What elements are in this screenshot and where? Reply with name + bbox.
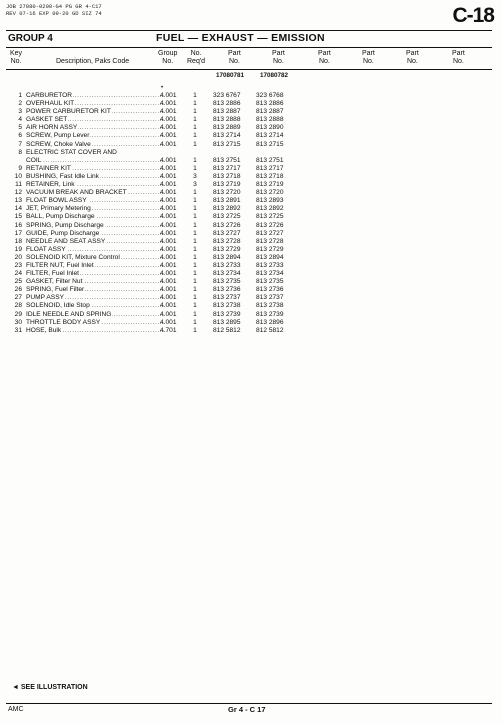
group-no: 4.001 [160, 261, 177, 269]
part-no: 813 2736 [256, 286, 284, 294]
part-no: 813 2715 [256, 140, 284, 148]
header-part-no: Part No. [228, 50, 241, 65]
key-no: 2 [18, 100, 22, 108]
part-no: 813 2736 [213, 286, 241, 294]
key-no: 29 [14, 310, 22, 318]
qty-reqd: 1 [193, 116, 197, 124]
parts-row [8, 124, 338, 132]
description: RETAINER, Link ..... [26, 181, 164, 189]
qty-reqd: 1 [193, 221, 197, 229]
key-no: 1 [18, 92, 22, 99]
parts-row [8, 149, 338, 157]
group-no: 4.001 [160, 108, 177, 116]
group-no: 4.001 [160, 116, 177, 124]
parts-row [8, 302, 338, 310]
key-no: 31 [14, 326, 22, 334]
parts-row [8, 294, 338, 302]
description: BUSHING, Fast Idle Link ..... [26, 173, 164, 181]
part-no: 813 2887 [213, 108, 241, 116]
part-no: 813 2725 [213, 213, 241, 221]
part-no: 813 2714 [213, 132, 241, 140]
part-no: 813 2719 [256, 181, 284, 189]
description: FILTER, Fuel Inlet ..... [26, 270, 164, 278]
header-part-no: Part No. [272, 50, 285, 65]
part-no: 813 2733 [213, 261, 241, 269]
header-key: Key No. [10, 50, 23, 65]
qty-reqd: 1 [193, 205, 197, 213]
part-no: 813 2894 [256, 253, 284, 261]
group-no: 4.001 [160, 124, 177, 132]
description: CARBURETOR ..... [26, 92, 164, 100]
qty-reqd: 1 [193, 245, 197, 253]
qty-reqd: 1 [193, 294, 197, 302]
description: FLOAT BOWL ASSY ..... [26, 197, 164, 205]
key-no: 9 [18, 164, 22, 172]
part-no: 813 2729 [256, 245, 284, 253]
qty-reqd: 1 [193, 270, 197, 278]
part-no: 813 2890 [256, 124, 284, 132]
qty-reqd: 1 [193, 108, 197, 116]
group-no: 4.001 [160, 302, 177, 310]
description: SPRING, Pump Discharge ..... [26, 222, 164, 230]
part-no: 813 2735 [213, 278, 241, 286]
key-no: 27 [14, 294, 22, 302]
header-no-reqd: No. Req'd [187, 50, 206, 65]
part-no: 813 2727 [256, 229, 284, 237]
description: FLOAT ASSY ..... [26, 246, 164, 254]
part-no: 813 2888 [213, 116, 241, 124]
group-no: 4.001 [160, 100, 177, 108]
part-no: 813 2738 [213, 302, 241, 310]
group-no: 4.701 [160, 326, 177, 334]
qty-reqd: 1 [193, 197, 197, 205]
qty-reqd: 1 [193, 140, 197, 148]
description: SPRING, Fuel Filter ..... [26, 286, 164, 294]
page-code: C-18 [452, 4, 494, 27]
qty-reqd: 1 [193, 278, 197, 286]
qty-reqd: 1 [193, 100, 197, 108]
bullet-mark: • [161, 85, 164, 91]
group-no: 4.001 [160, 286, 177, 294]
group-no: 4.001 [160, 197, 177, 205]
group-no: 4.001 [160, 205, 177, 213]
parts-row [8, 246, 338, 254]
description: ELECTRIC STAT COVER AND [26, 148, 117, 156]
footer-rule [6, 703, 492, 704]
parts-row [8, 205, 338, 213]
parts-row [8, 270, 338, 278]
description: PUMP ASSY ..... [26, 294, 164, 302]
description: SOLENOID KIT, Mixture Control ..... [26, 254, 164, 262]
qty-reqd: 1 [193, 326, 197, 334]
description: SCREW, Pump Lever ..... [26, 132, 164, 140]
key-no: 3 [18, 108, 22, 116]
part-no: 813 2726 [256, 221, 284, 229]
group-no: 4.001 [160, 132, 177, 140]
part-no: 813 2735 [256, 278, 284, 286]
group-no: 4.001 [160, 270, 177, 278]
description: IDLE NEEDLE AND SPRING ..... [26, 311, 164, 319]
qty-reqd: 1 [193, 286, 197, 294]
part-no: 813 2887 [256, 108, 284, 116]
group-no: 4.001 [160, 229, 177, 237]
qty-reqd: 1 [193, 132, 197, 140]
description: AIR HORN ASSY ..... [26, 124, 164, 132]
parts-row [8, 197, 338, 205]
group-no: 4.001 [160, 181, 177, 189]
qty-reqd: 1 [193, 318, 197, 326]
key-no: 6 [18, 132, 22, 140]
see-illustration-note: ◄ SEE ILLUSTRATION [12, 684, 88, 691]
parts-row [8, 189, 338, 197]
key-no: 30 [14, 318, 22, 326]
parts-row [8, 108, 338, 116]
key-no: 5 [18, 124, 22, 132]
group-no: 4.001 [160, 294, 177, 302]
model-number: 17080782 [260, 72, 289, 79]
part-no: 813 2727 [213, 229, 241, 237]
part-no: 813 2739 [213, 310, 241, 318]
part-no: 813 2717 [213, 164, 241, 172]
part-no: 813 2751 [213, 156, 241, 164]
group-no: 4.001 [160, 310, 177, 318]
parts-row [8, 286, 338, 294]
description: BALL, Pump Discharge ..... [26, 213, 164, 221]
qty-reqd: 1 [193, 310, 197, 318]
description: POWER CARBURETOR KIT ..... [26, 108, 164, 116]
description: HOSE, Bulk ..... [26, 327, 164, 335]
group-no: 4.001 [160, 164, 177, 172]
part-no: 813 2734 [213, 270, 241, 278]
parts-row [8, 213, 338, 221]
parts-row [8, 165, 338, 173]
part-no: 813 2726 [213, 221, 241, 229]
part-no: 813 2886 [256, 100, 284, 108]
parts-row [8, 173, 338, 181]
key-no: 10 [14, 172, 22, 180]
part-no: 813 2719 [213, 181, 241, 189]
part-no: 813 2720 [256, 189, 284, 197]
section-title: FUEL — EXHAUST — EMISSION [156, 32, 325, 44]
parts-row [8, 238, 338, 246]
key-no: 25 [14, 278, 22, 286]
parts-row [8, 100, 338, 108]
description: GASKET, Filter Nut ..... [26, 278, 164, 286]
key-no: 12 [14, 189, 22, 197]
key-no: 11 [15, 181, 22, 189]
part-no: 813 2729 [213, 245, 241, 253]
part-no: 813 2717 [256, 164, 284, 172]
parts-row [8, 262, 338, 270]
description: NEEDLE AND SEAT ASSY ..... [26, 238, 164, 246]
qty-reqd: 1 [193, 156, 197, 164]
key-no: 15 [14, 213, 22, 221]
parts-row [8, 230, 338, 238]
job-code-block [6, 3, 102, 17]
part-no: 813 2728 [213, 237, 241, 245]
qty-reqd: 1 [193, 261, 197, 269]
header-part-no: Part No. [318, 50, 331, 65]
part-no: 813 2738 [256, 302, 284, 310]
part-no: 813 2889 [213, 124, 241, 132]
part-no: 813 2720 [213, 189, 241, 197]
part-no: 813 2896 [256, 318, 284, 326]
key-no: 4 [18, 116, 22, 124]
parts-row [8, 327, 338, 335]
qty-reqd: 3 [193, 181, 197, 189]
title-bar [6, 30, 492, 48]
group-no: 4.001 [160, 92, 177, 99]
key-no: 23 [14, 261, 22, 269]
key-no: 13 [14, 197, 22, 205]
job-line: REV 07-16 EXP 09-20 GD SIZ 74 [6, 10, 102, 17]
header-part-no: Part No. [452, 50, 465, 65]
part-no: 813 2895 [213, 318, 241, 326]
part-no: 813 2718 [213, 172, 241, 180]
group-no: 4.001 [160, 213, 177, 221]
parts-row [8, 319, 338, 327]
parts-row [8, 132, 338, 140]
key-no: 16 [14, 221, 22, 229]
part-no: 812 5812 [256, 326, 284, 334]
part-no: 813 2751 [256, 156, 284, 164]
part-no: 813 2892 [213, 205, 241, 213]
part-no: 813 2734 [256, 270, 284, 278]
part-no: 813 2737 [213, 294, 241, 302]
header-part-no: Part No. [362, 50, 375, 65]
parts-row [8, 116, 338, 124]
qty-reqd: 1 [193, 213, 197, 221]
description: VACUUM BREAK AND BRACKET ..... [26, 189, 164, 197]
part-no: 813 2894 [213, 253, 241, 261]
footer-page-ref: Gr 4 - C 17 [228, 705, 266, 714]
group-no: 4.001 [160, 156, 177, 164]
group-no: 4.001 [160, 237, 177, 245]
description: GUIDE, Pump Discharge ..... [26, 230, 164, 238]
parts-row [8, 157, 338, 165]
header-description: Description, Paks Code [56, 58, 130, 65]
qty-reqd: 1 [193, 189, 197, 197]
footer-brand: AMC [8, 706, 24, 713]
key-no: 7 [18, 140, 22, 148]
parts-row [8, 254, 338, 262]
key-no: 14 [14, 205, 22, 213]
part-no: 813 2718 [256, 172, 284, 180]
qty-reqd: 1 [193, 302, 197, 310]
key-no: 24 [14, 270, 22, 278]
part-no: 323 6767 [213, 92, 241, 99]
part-no: 813 2739 [256, 310, 284, 318]
group-no: 4.001 [160, 245, 177, 253]
description: GASKET SET ..... [26, 116, 164, 124]
part-no: 813 2733 [256, 261, 284, 269]
part-no: 813 2715 [213, 140, 241, 148]
parts-row [8, 92, 338, 100]
group-no: 4.001 [160, 221, 177, 229]
part-no: 813 2892 [256, 205, 284, 213]
part-no: 813 2737 [256, 294, 284, 302]
description: OVERHAUL KIT ..... [26, 100, 164, 108]
part-no: 813 2728 [256, 237, 284, 245]
description: FILTER NUT, Fuel Inlet ..... [26, 262, 164, 270]
description: COIL ..... [26, 157, 164, 165]
part-no: 813 2893 [256, 197, 284, 205]
job-line: JOB 27080-0200-G4 PG GR 4-C17 [6, 3, 102, 10]
description: THROTTLE BODY ASSY ..... [26, 319, 164, 327]
group-no: 4.001 [160, 172, 177, 180]
key-no: 17 [14, 229, 22, 237]
qty-reqd: 3 [193, 172, 197, 180]
part-no: 813 2888 [256, 116, 284, 124]
group-no: 4.001 [160, 318, 177, 326]
key-no: 20 [14, 253, 22, 261]
group-no: 4.001 [160, 189, 177, 197]
qty-reqd: 1 [193, 164, 197, 172]
header-rule [6, 69, 492, 70]
qty-reqd: 1 [193, 237, 197, 245]
part-no: 323 6768 [256, 92, 284, 99]
model-number: 17080781 [216, 72, 245, 79]
part-no: 813 2714 [256, 132, 284, 140]
header-group-no: Group No. [158, 50, 178, 65]
qty-reqd: 1 [193, 92, 197, 99]
qty-reqd: 1 [193, 253, 197, 261]
parts-row [8, 278, 338, 286]
key-no: 28 [14, 302, 22, 310]
parts-row [8, 311, 338, 319]
key-no: 8 [18, 148, 22, 156]
part-no: 812 5812 [213, 326, 241, 334]
key-no: 19 [14, 245, 22, 253]
key-no: 26 [14, 286, 22, 294]
key-no: 18 [14, 237, 22, 245]
group-no: 4.001 [160, 253, 177, 261]
group-no: 4.001 [160, 140, 177, 148]
description: RETAINER KIT ..... [26, 165, 164, 173]
group-label: GROUP 4 [8, 33, 53, 44]
header-part-no: Part No. [406, 50, 419, 65]
parts-row [8, 141, 338, 149]
qty-reqd: 1 [193, 124, 197, 132]
part-no: 813 2891 [213, 197, 241, 205]
group-no: 4.001 [160, 278, 177, 286]
parts-row [8, 181, 338, 189]
part-no: 813 2725 [256, 213, 284, 221]
part-no: 813 2886 [213, 100, 241, 108]
description: JET, Primary Metering ..... [26, 205, 164, 213]
parts-row [8, 222, 338, 230]
description: SCREW, Choke Valve ..... [26, 141, 164, 149]
qty-reqd: 1 [193, 229, 197, 237]
description: SOLENOID, Idle Stop ..... [26, 302, 164, 310]
parts-list [8, 92, 338, 335]
